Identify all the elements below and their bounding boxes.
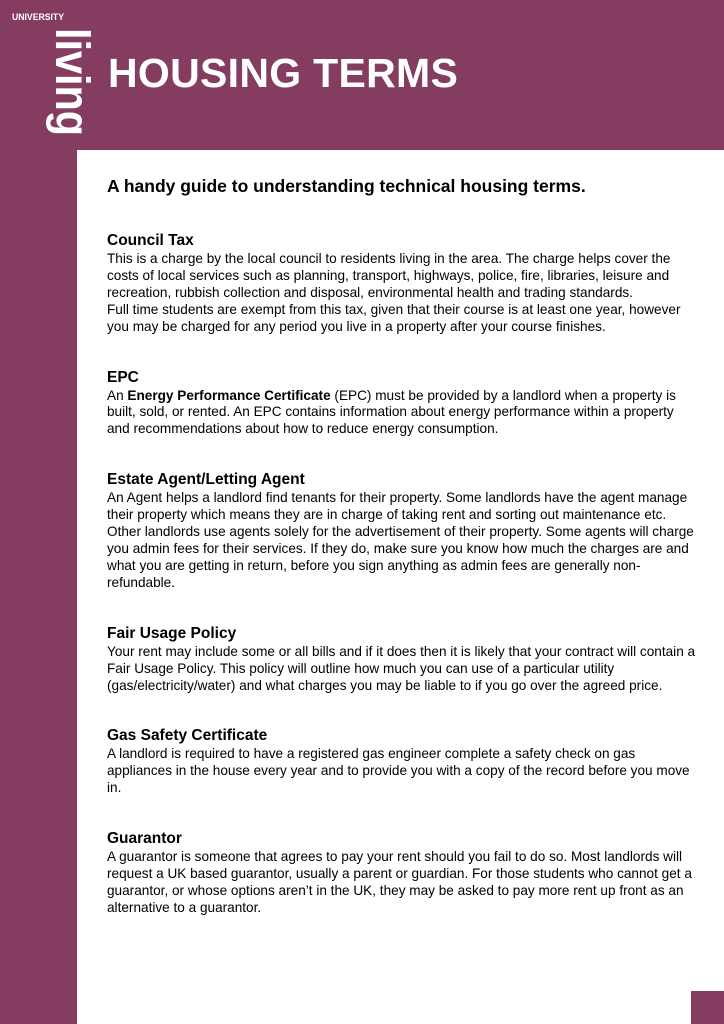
term-gas-safety-certificate — [107, 726, 697, 797]
term-rest: (EPC) must be provided by a landlord when a property is built, sold, or rented. An EPC contains information about energy performance within a property and recommendations about how to reduce energy consumption. — [107, 387, 676, 437]
page-title: HOUSING TERMS — [108, 50, 459, 96]
term-description: Full time students are exempt from this tax, given that their course is at least one year, however you may be charged for any period you live in a property after your course finishes. — [107, 301, 681, 334]
term-description: A landlord is required to have a registered gas engineer complete a safety check on gas appliances in the house every year and to provide you with a copy of the record before you move in. — [107, 746, 690, 796]
term-description — [107, 388, 697, 439]
term-heading: Estate Agent/Letting Agent — [107, 471, 305, 489]
term-guarantor — [107, 829, 697, 917]
term-description: Your rent may include some or all bills and if it does then it is likely that your contract will contain a Fair Usage Policy. This policy will outline how much you can use of a particular utility (gas/electricity/water) and what charges you may be liable to if you go over the agreed price. — [107, 643, 696, 693]
sidebar-band — [0, 0, 77, 1024]
term-intro: An — [107, 387, 128, 403]
document-body — [107, 175, 697, 949]
term-heading: EPC — [107, 368, 139, 386]
term-emphasis: Energy Performance Certificate — [127, 387, 331, 403]
term-estate-agent — [107, 470, 697, 591]
term-council-tax — [107, 231, 697, 336]
term-heading: Guarantor — [107, 830, 182, 848]
term-description: A guarantor is someone that agrees to pay your rent should you fail to do so. Most landlords will request a UK based guarantor, usually a parent or guardian. For those students who cannot get a guarantor, or whose options aren’t in the UK, they may be asked to pay more rent up front as an alternative to a guarantor. — [107, 849, 692, 915]
logo-top-text: UNIVERSITY — [12, 12, 65, 23]
corner-accent — [691, 991, 724, 1024]
term-epc — [107, 368, 697, 439]
term-heading: Gas Safety Certificate — [107, 727, 268, 745]
logo-main-text: living — [45, 28, 98, 154]
university-living-logo — [8, 8, 98, 154]
term-heading: Fair Usage Policy — [107, 624, 237, 642]
term-description: An Agent helps a landlord find tenants for their property. Some landlords have the agent manage their property which means they are in charge of taking rent and sorting out maintenance etc. Other landlords use agents solely for the advertisement of their property. Some agents will charge you admin fees for their services. If they do, make sure you know how much the charges are and what you are getting in return, before you sign anything as admin fees are generally non-refundable. — [107, 490, 694, 590]
term-heading: Council Tax — [107, 232, 194, 249]
document-subtitle: A handy guide to understanding technical housing terms. — [107, 176, 586, 196]
term-fair-usage-policy — [107, 624, 697, 695]
page-header — [0, 0, 724, 154]
term-description: This is a charge by the local council to residents living in the area. The charge helps cover the costs of local services such as planning, transport, highways, police, fire, libraries, leisure and recreation, rubbish collection and disposal, environmental health and trading standards. — [107, 251, 671, 300]
